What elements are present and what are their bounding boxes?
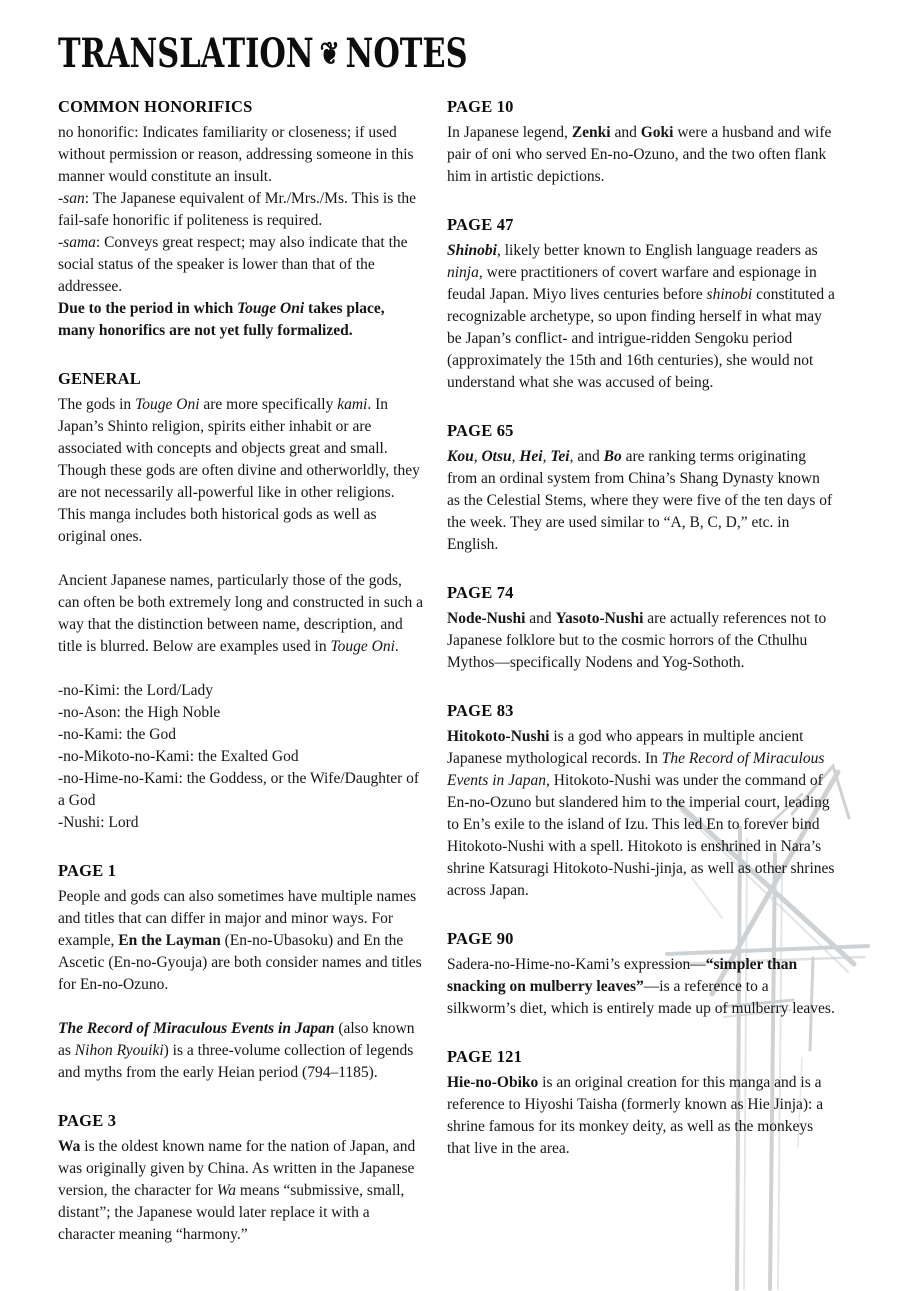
note-section [447,215,836,394]
note-section [58,369,424,834]
text-segment: . [394,638,399,655]
text-segment: Hitokoto-Nushi [447,728,550,745]
text-segment: -no-Kami: the God [58,726,176,743]
section-heading: PAGE 74 [447,583,514,602]
paragraph [58,298,424,342]
section-heading: PAGE 47 [447,215,514,234]
text-segment: means “submissive, small, distant”; the Japanese would later replace it with a character meaning “harmony.” [58,1182,405,1243]
text-segment: Tei [550,448,570,465]
note-section [447,1047,836,1160]
section-heading: COMMON HONORIFICS [58,97,253,116]
section-heading: GENERAL [58,369,141,388]
paragraph [58,570,424,658]
notes-columns [58,97,838,1273]
text-segment: Touge Oni [237,300,305,317]
text-segment: , and [569,448,604,465]
section-heading: PAGE 3 [58,1111,117,1130]
text-segment: kami [337,396,368,413]
text-segment: —is a reference to a silkworm’s diet, which is entirely made up of mulberry leaves. [447,978,835,1017]
text-segment: , Hitokoto-Nushi was under the command of En-no-Ozuno but slandered him to the imperial court, leading to En’s exile to the island of Izu. This led En to forever bind Hitokoto-Nushi with a spell. Hitokoto is enshrined in Nara’s shrine Katsuragi Hitokoto-Nushi-jinja, as well as other shrines across Japan. [447,772,835,899]
text-segment: are ranking terms originating from an ordinal system from China’s Shang Dynasty known as the Celestial Stems, where they were five of the ten days of the week. They are used similar to “A, B, C, D,” etc. in English. [447,448,833,553]
text-segment: -san [58,190,85,207]
title-word-translation: TRANSLATION [58,30,314,77]
floral-heart-icon: ❦ [319,36,340,72]
text-segment: (En-no-Ubasoku) and En the Ascetic (En-no-Gyouja) are both consider names and titles for En-no-Ozuno. [58,932,422,993]
paragraph [58,680,424,702]
text-segment: : The Japanese equivalent of Mr./Mrs./Ms. This is the fail-safe honorific if politeness is required. [58,190,417,229]
right-column [447,97,836,1187]
text-segment: -no-Mikoto-no-Kami: the Exalted God [58,748,299,765]
note-section [447,97,836,188]
text-segment: Goki [640,124,674,141]
text-segment: were a husband and wife pair of oni who served En-no-Ozuno, and the two often flank him in artistic depictions. [447,124,832,185]
text-segment: Bo [603,448,622,465]
paragraph [58,746,424,768]
note-section [447,583,836,674]
text-segment: En the Layman [118,932,221,949]
text-segment: Zenki [571,124,611,141]
text-segment: Ancient Japanese names, particularly those of the gods, can often be both extremely long and constructed in such a way that the distinction between name, description, and title is blurred. Below are examples used in [58,572,423,655]
section-heading: PAGE 10 [447,97,514,116]
text-segment: -no-Hime-no-Kami: the Goddess, or the Wife/Daughter of a God [58,770,420,809]
paragraph [447,446,836,556]
text-segment: takes place, many honorifics are not yet fully formalized. [58,300,385,339]
text-segment: Otsu [481,448,512,465]
paragraph [58,702,424,724]
note-section [447,421,836,556]
text-segment: . In Japan’s Shinto religion, spirits either inhabit or are associated with concepts and objects great and small. Though these gods are often divine and otherworldly, they are not necessarily all-powerful like in other religions. This manga includes both historical gods as well as original ones. [58,396,420,545]
text-segment: Hie-no-Obiko [447,1074,539,1091]
left-column [58,97,424,1273]
paragraph [58,886,424,996]
text-segment: ) is a three-volume collection of legends and myths from the early Heian period (794–1185). [58,1042,414,1081]
text-segment: is a god who appears in multiple ancient Japanese mythological records. In [447,728,804,767]
paragraph [58,724,424,746]
text-segment: -Nushi: Lord [58,814,139,831]
text-segment: The Record of Miraculous Events in Japan [58,1020,335,1037]
page-header [58,30,838,77]
text-segment: Due to the period in which [58,300,238,317]
section-heading: PAGE 65 [447,421,514,440]
note-section [58,1111,424,1246]
text-segment: Node-Nushi [447,610,526,627]
paragraph [447,954,836,1020]
paragraph [58,1136,424,1246]
text-segment: Yasoto-Nushi [555,610,644,627]
text-segment: The gods in [58,396,136,413]
text-segment: , were practitioners of covert warfare and espionage in feudal Japan. Miyo lives centuries before [447,264,817,303]
paragraph [447,240,836,394]
text-segment: The Record of Miraculous Events in Japan [447,750,825,789]
text-segment: People and gods can also sometimes have multiple names and titles that can differ in major and minor ways. For example, [58,888,417,949]
section-heading: PAGE 83 [447,701,514,720]
paragraph [58,394,424,548]
note-section [447,701,836,902]
note-section [58,861,424,1084]
text-segment: -sama [58,234,96,251]
paragraph [447,726,836,902]
page-title [58,30,651,77]
text-segment: Touge Oni [135,396,200,413]
text-segment: Touge Oni [330,638,395,655]
paragraph [58,232,424,298]
paragraph [447,122,836,188]
text-segment: no honorific: Indicates familiarity or closeness; if used without permission or reason, addressing someone in this manner would constitute an insult. [58,124,414,185]
text-segment: , [542,448,551,465]
text-segment: constituted a recognizable archetype, so upon finding herself in what may be Japan’s conflict- and intrigue-ridden Sengoku period (approximately the 15th and 16th centuries), she would not understand what she was accused of being. [447,286,835,391]
text-segment: , [473,448,482,465]
text-segment: and [610,124,641,141]
text-segment: and [525,610,556,627]
paragraph [447,608,836,674]
paragraph [58,768,424,812]
section-heading: PAGE 1 [58,861,117,880]
text-segment: Shinobi [447,242,497,259]
note-section [58,97,424,342]
text-segment: Sadera-no-Hime-no-Kami’s expression— [447,956,706,973]
text-segment: are more specifically [199,396,338,413]
section-heading: PAGE 90 [447,929,514,948]
paragraph [447,1072,836,1160]
text-segment: Wa [58,1138,81,1155]
text-segment: (also known as [58,1020,415,1059]
title-word-notes: NOTES [345,30,468,77]
paragraph [58,188,424,232]
text-segment: Nihon Ryouiki [74,1042,164,1059]
text-segment: In Japanese legend, [447,124,572,141]
section-heading: PAGE 121 [447,1047,523,1066]
text-segment: : Conveys great respect; may also indicate that the social status of the speaker is lower than that of the addressee. [58,234,408,295]
text-segment: Kou [447,448,474,465]
text-segment: Hei [519,448,543,465]
text-segment: is the oldest known name for the nation of Japan, and was originally given by China. As written in the Japanese version, the character for [58,1138,416,1199]
paragraph [58,812,424,834]
paragraph [58,122,424,188]
note-section [447,929,836,1020]
paragraph [58,1018,424,1084]
text-segment: is an original creation for this manga and is a reference to Hiyoshi Taisha (formerly known as Hie Jinja): a shrine famous for its monkey deity, as well as the monkeys that live in the area. [447,1074,824,1157]
text-segment: “simpler than snacking on mulberry leaves” [447,956,798,995]
text-segment: , likely better known to English language readers as [496,242,818,259]
text-segment: ninja [447,264,479,281]
text-segment: are actually references not to Japanese folklore but to the cosmic horrors of the Cthulhu Mythos—specifically Nodens and Yog-Sothoth. [447,610,827,671]
text-segment: -no-Ason: the High Noble [58,704,221,721]
text-segment: shinobi [706,286,753,303]
text-segment: -no-Kimi: the Lord/Lady [58,682,213,699]
text-segment: , [511,448,520,465]
text-segment: Wa [216,1182,237,1199]
